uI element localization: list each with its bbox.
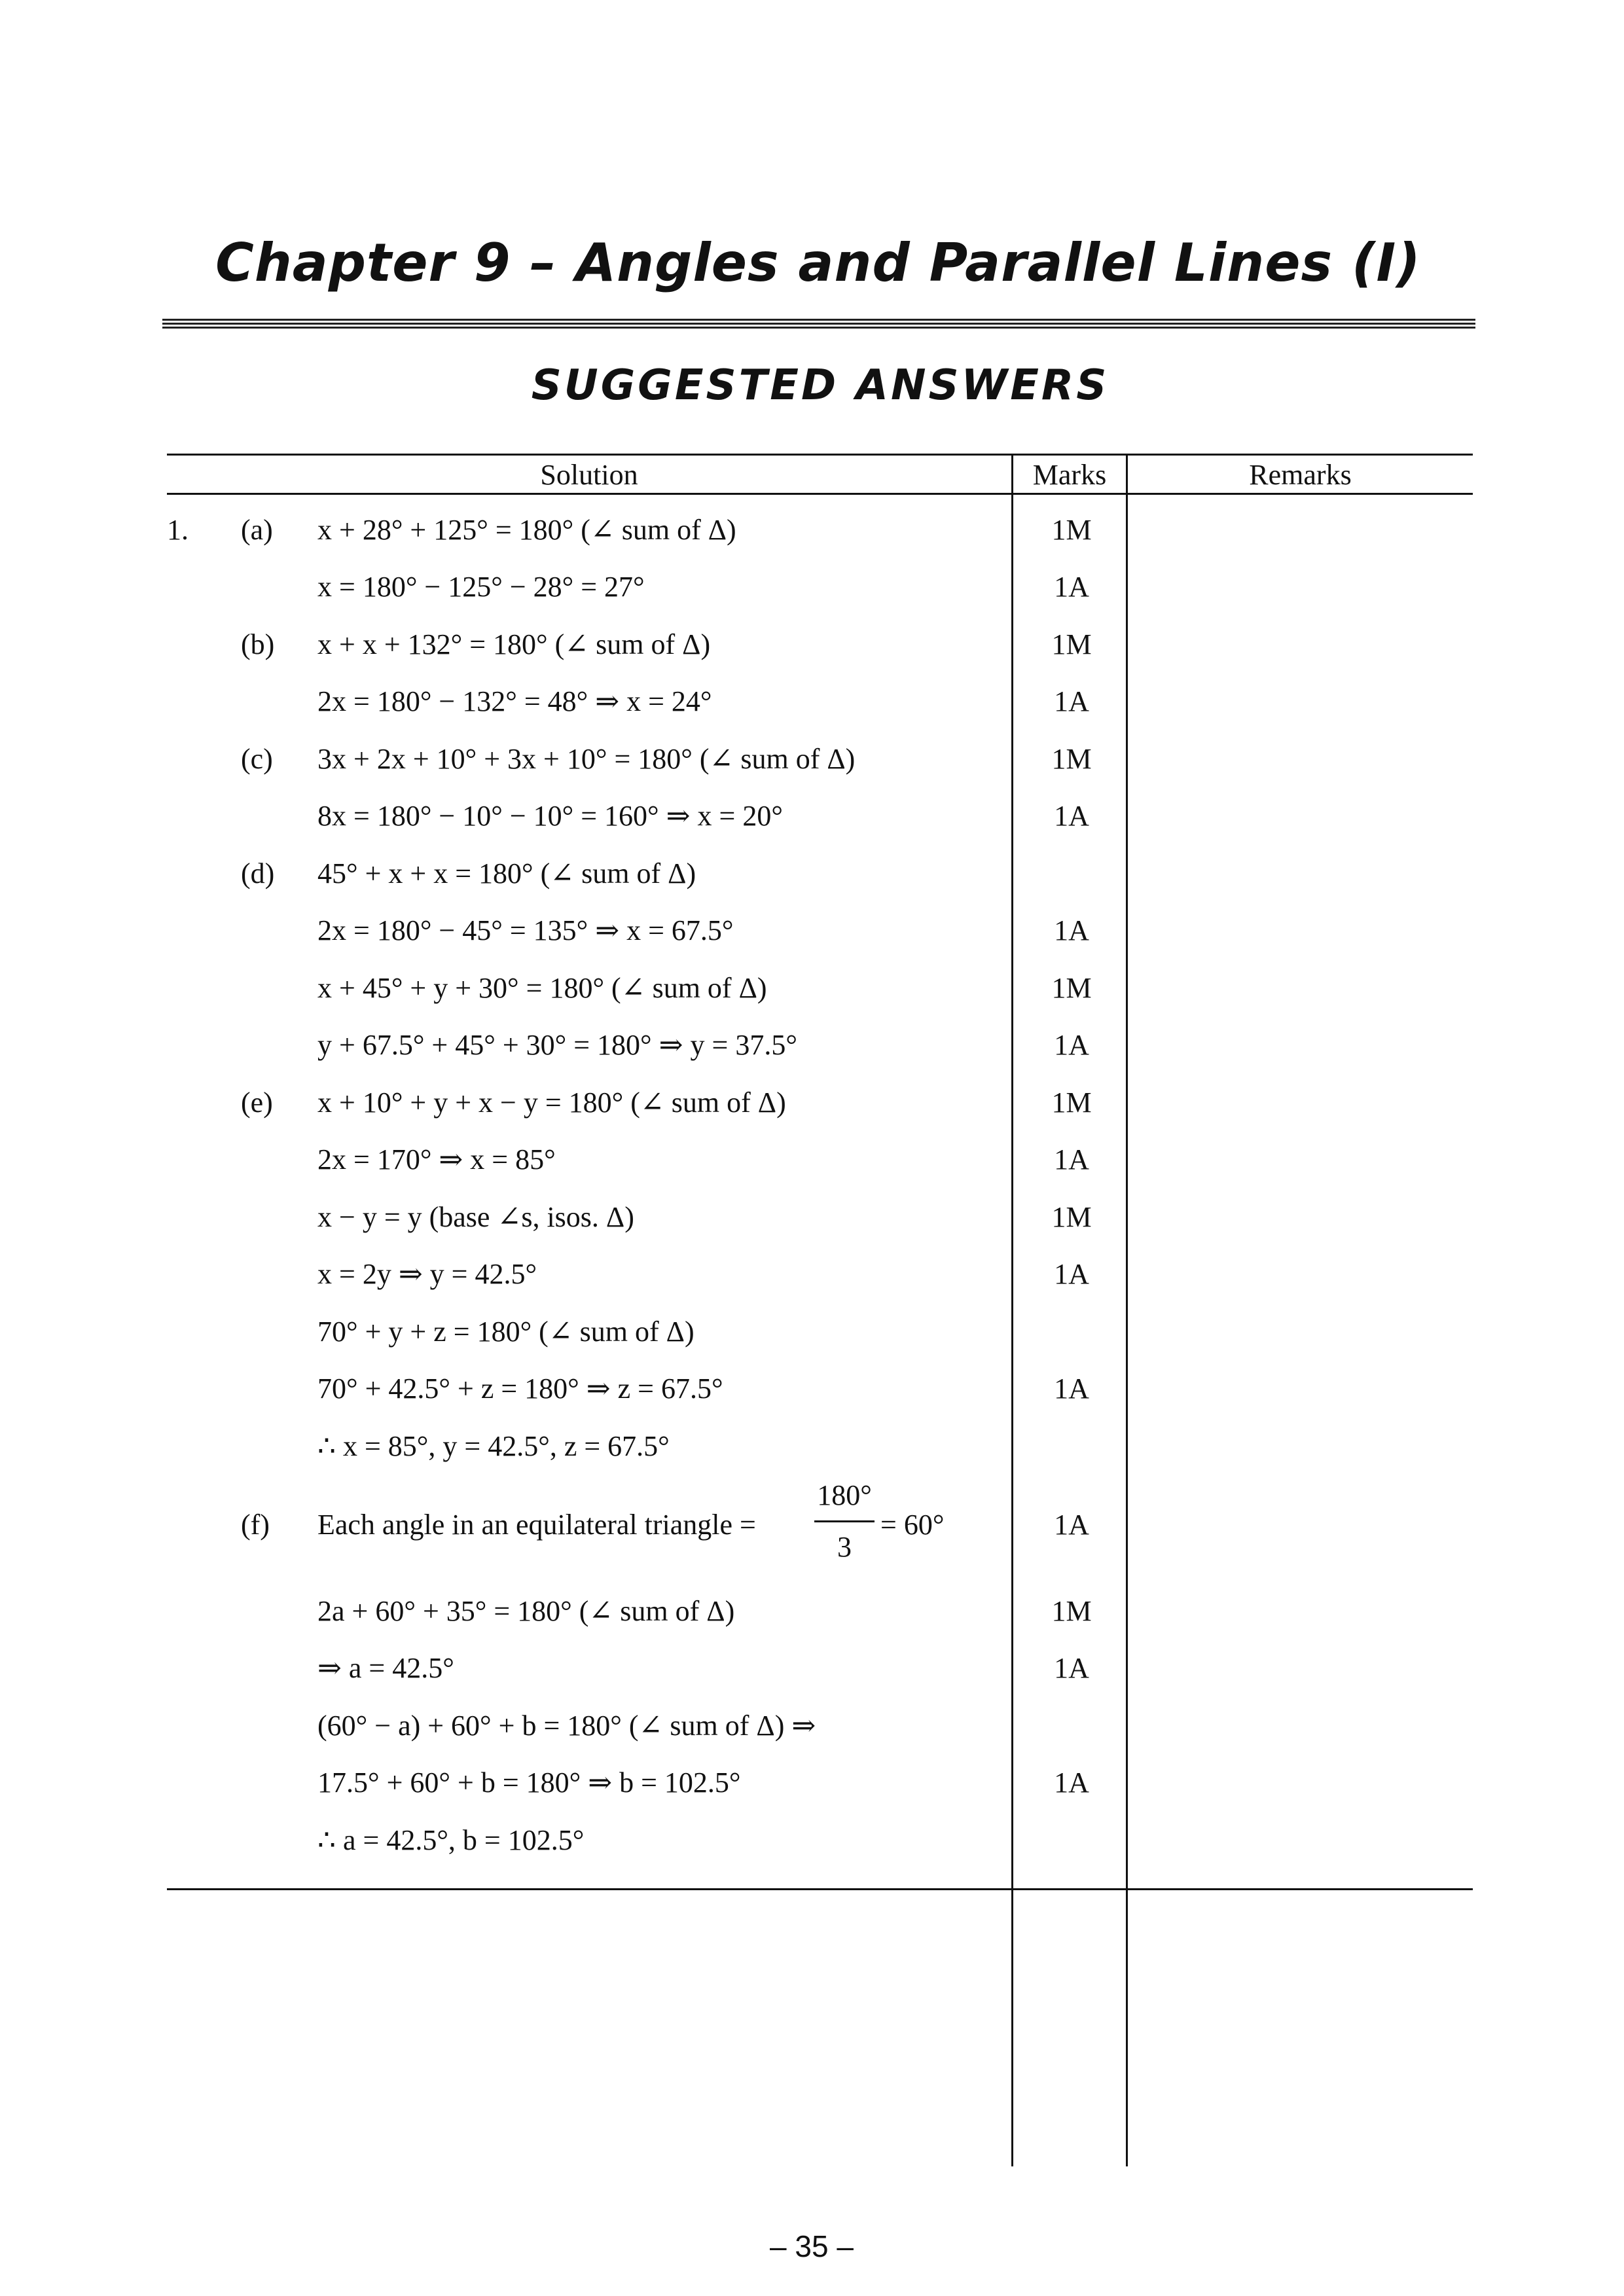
table-row [0, 969, 1624, 1008]
mark: 1A [1054, 1509, 1089, 1541]
table-row [0, 854, 1624, 893]
mark: 1A [1054, 1258, 1089, 1290]
table-row [0, 1706, 1624, 1746]
solution-step: 8x = 180° − 10° − 10° = 160° ⇒ x = 20° [317, 800, 783, 832]
header-solution: Solution [540, 459, 638, 491]
mark: 1A [1054, 1652, 1089, 1684]
solution-step: x + x + 132° = 180° (∠ sum of Δ) [317, 628, 711, 660]
solution-step: x = 2y ⇒ y = 42.5° [317, 1258, 537, 1290]
table-row [0, 1198, 1624, 1237]
solution-step: x + 28° + 125° = 180° (∠ sum of Δ) [317, 514, 736, 546]
part-label: (c) [241, 743, 273, 775]
mark: 1M [1051, 1201, 1092, 1233]
header-marks: Marks [1032, 459, 1107, 491]
table-row [0, 511, 1624, 550]
table-row [0, 1427, 1624, 1466]
solution-step: ⇒ a = 42.5° [317, 1652, 454, 1684]
solution-step: 2a + 60° + 35° = 180° (∠ sum of Δ) [317, 1595, 735, 1627]
table-row [0, 682, 1624, 721]
part-label: (b) [241, 628, 275, 660]
table-row [0, 1140, 1624, 1179]
mark: 1M [1051, 972, 1092, 1004]
table-row [0, 740, 1624, 779]
mark: 1M [1051, 514, 1092, 546]
title-divider-top [162, 319, 1475, 321]
fraction-bar [814, 1520, 875, 1522]
chapter-title: Chapter 9 – Angles and Parallel Lines (I) [215, 232, 1421, 293]
fraction-result: = 60° [880, 1509, 945, 1541]
mark: 1A [1054, 1029, 1089, 1061]
part-label: (e) [241, 1086, 273, 1119]
question-number: 1. [167, 514, 189, 546]
table-row [0, 1763, 1624, 1803]
mark: 1M [1051, 743, 1092, 775]
table-row-fraction [0, 1476, 1624, 1574]
fraction-denominator: 3 [837, 1531, 852, 1563]
mark: 1M [1051, 1086, 1092, 1119]
part-label: (a) [241, 514, 273, 546]
table-row [0, 911, 1624, 950]
table-header-rule [167, 493, 1473, 495]
mark: 1A [1054, 571, 1089, 603]
section-subtitle: SUGGESTED ANSWERS [531, 361, 1110, 410]
header-remarks: Remarks [1249, 459, 1352, 491]
mark: 1A [1054, 685, 1089, 717]
table-bottom-rule [167, 1888, 1473, 1890]
mark: 1A [1054, 1143, 1089, 1175]
solution-step: x + 45° + y + 30° = 180° (∠ sum of Δ) [317, 972, 767, 1004]
table-row [0, 1026, 1624, 1065]
solution-step: 45° + x + x = 180° (∠ sum of Δ) [317, 857, 696, 889]
solution-step: (60° − a) + 60° + b = 180° (∠ sum of Δ) ⇒ [317, 1710, 816, 1742]
mark: 1A [1054, 800, 1089, 832]
solution-step: y + 67.5° + 45° + 30° = 180° ⇒ y = 37.5° [317, 1029, 797, 1061]
part-label: (d) [241, 857, 275, 889]
table-row [0, 1821, 1624, 1860]
mark: 1A [1054, 1767, 1089, 1799]
solution-step: 70° + 42.5° + z = 180° ⇒ z = 67.5° [317, 1372, 723, 1405]
table-row [0, 1649, 1624, 1688]
table-top-rule [167, 454, 1473, 456]
mark: 1A [1054, 1372, 1089, 1405]
solution-step: x + 10° + y + x − y = 180° (∠ sum of Δ) [317, 1086, 786, 1119]
table-row [0, 1255, 1624, 1294]
solution-step: ∴ a = 42.5°, b = 102.5° [317, 1824, 585, 1856]
table-row [0, 1369, 1624, 1408]
page-number: – 35 – [770, 2229, 854, 2263]
part-label: (f) [241, 1509, 270, 1541]
solution-step: 17.5° + 60° + b = 180° ⇒ b = 102.5° [317, 1767, 741, 1799]
solution-step: 2x = 180° − 132° = 48° ⇒ x = 24° [317, 685, 712, 717]
mark: 1A [1054, 914, 1089, 946]
fraction [812, 1476, 877, 1567]
table-row [0, 567, 1624, 607]
solution-step: 2x = 170° ⇒ x = 85° [317, 1143, 556, 1175]
solution-step: 2x = 180° − 45° = 135° ⇒ x = 67.5° [317, 914, 734, 946]
table-row [0, 1592, 1624, 1631]
solution-step: x − y = y (base ∠s, isos. Δ) [317, 1201, 634, 1233]
mark: 1M [1051, 1595, 1092, 1627]
table-row [0, 1083, 1624, 1122]
title-divider-bottom [162, 327, 1475, 329]
table-row [0, 797, 1624, 836]
solution-step: 70° + y + z = 180° (∠ sum of Δ) [317, 1316, 695, 1348]
table-row [0, 625, 1624, 664]
table-row [0, 1312, 1624, 1352]
solution-step: x = 180° − 125° − 28° = 27° [317, 571, 645, 603]
solution-text: Each angle in an equilateral triangle = [317, 1509, 756, 1541]
fraction-numerator: 180° [817, 1479, 872, 1511]
title-divider-mid [162, 323, 1475, 325]
mark: 1M [1051, 628, 1092, 660]
solution-step: 3x + 2x + 10° + 3x + 10° = 180° (∠ sum of Δ) [317, 743, 856, 775]
solution-step: ∴ x = 85°, y = 42.5°, z = 67.5° [317, 1430, 670, 1462]
